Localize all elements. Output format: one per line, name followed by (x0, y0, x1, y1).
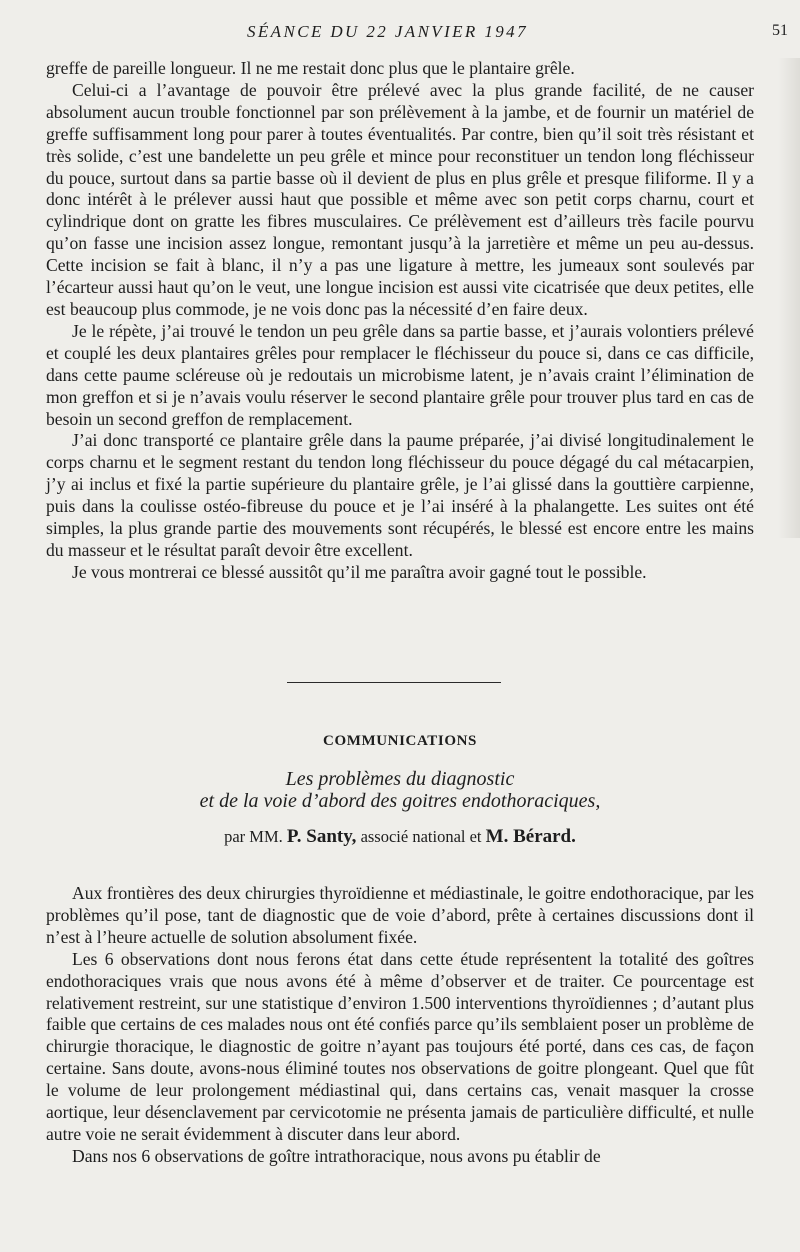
body-paragraph: Je vous montrerai ce blessé aussitôt qu’il me paraîtra avoir gagné tout le possible. (72, 561, 647, 582)
body-paragraph: Aux frontières des deux chirurgies thyroïdienne et médiastinale, le goitre endothoracique, par les problèmes qu’il pose, tant de diagnostic que de voie d’abord, prête à certaines discussions dont il n’est à l’heure actuelle de solution absolument fixée. (46, 883, 754, 947)
byline-prefix: par MM. (224, 827, 283, 846)
page-number: 51 (772, 22, 788, 39)
section-heading: COMMUNICATIONS (323, 733, 477, 749)
body-paragraph: Celui-ci a l’avantage de pouvoir être prélevé avec la plus grande facilité, de ne causer absolument aucun trouble fonctionnel par son prélèvement à la jambe, et de fournir un matériel de greffe suffisamment long pour parer à toutes éventualités. Par contre, bien qu’il soit très résistant et très solide, c’est une bandelette un peu grêle et mince pour reconstituer un tendon long fléchisseur du pouce, surtout dans sa partie basse où il devient de plus en plus grêle et presque filiforme. Il y a donc intérêt à le prélever aussi haut que possible et même avec son petit corps charnu, court et cylindrique dont on gratte les fibres musculaires. Ce prélèvement est d’ailleurs très facile pourvu qu’on fasse une incision assez longue, remontant jusqu’à la jarretière et même un peu au-dessus. Cette incision se fait à blanc, il n’y a pas une ligature à mettre, les jumeaux sont soulevés par l’écarteur aussi haut qu’on le veut, une longue incision est aussi vite cicatrisée que deux petites, elle est beaucoup plus commode, je ne vois donc pas la nécessité d’en faire deux. (46, 79, 754, 319)
body-paragraph: greffe de pareille longueur. Il ne me restait donc plus que le plantaire grêle. (46, 58, 575, 78)
author-name: P. Santy, (286, 826, 357, 847)
article-title-line: et de la voie d’abord des goitres endothoraciques, (199, 790, 601, 812)
article-title (0, 768, 800, 812)
margin-bleed-through (778, 58, 800, 538)
author-role: associé national et (360, 827, 482, 846)
body-paragraph: Je le répète, j’ai trouvé le tendon un peu grêle dans sa partie basse, et j’aurais volontiers prélevé et couplé les deux plantaires grêles pour remplacer le fléchisseur du pouce si, dans ce cas difficile, dans cette paume scléreuse où je redoutais un microbisme latent, je n’avais craint l’élimination de mon greffon et si je n’avais voulu réserver le second plantaire grêle pour trouver plus tard en cas de besoin un second greffon de remplacement. (46, 320, 754, 429)
running-head (0, 22, 800, 46)
body-paragraph: Dans nos 6 observations de goître intrathoracique, nous avons pu établir de (72, 1145, 601, 1166)
author-name: M. Bérard. (485, 826, 576, 847)
running-head-title: SÉANCE DU 22 JANVIER 1947 (247, 22, 528, 41)
body-paragraph: Les 6 observations dont nous ferons état dans cette étude représentent la totalité des goîtres endothoraciques vrais que nous avons été à même d’observer et de traiter. Ce pourcentage est relativement restreint, sur une statistique d’environ 1.500 interventions thyroïdiennes ; d’autant plus faible que certains de ces malades nous ont été confiés parce qu’ils semblaient poser un problème de chirurgie thoracique, le diagnostic de goitre n’ayant pas toujours été porté, dans ces cas, de façon certaine. Sans doute, avons-nous éliminé toutes nos observations de goitre plongeant. Quel que fût le volume de leur prolongement médiastinal qui, dans certains cas, venait masquer la crosse aortique, leur désenclavement par cervicotomie ne présenta jamais de particulière difficulté, et nulle autre voie ne serait évidemment à discuter dans leur abord. (46, 948, 754, 1144)
article-title-line: Les problèmes du diagnostic (285, 768, 515, 790)
article-body (46, 883, 754, 1168)
byline (0, 826, 800, 848)
body-paragraph: J’ai donc transporté ce plantaire grêle dans la paume préparée, j’ai divisé longitudinalement le corps charnu et le segment restant du tendon long fléchisseur du pouce dégagé du cal métacarpien, j’y ai inclus et fixé la partie supérieure du plantaire grêle, je l’ai glissé dans la gouttière carpienne, puis dans la coulisse ostéo-fibreuse du pouce et je l’ai inséré à la phalangette. Les suites ont été simples, la plus grande partie des mouvements sont récupérés, le blessé est encore entre les mains du masseur et le résultat paraît devoir être excellent. (46, 430, 754, 560)
section-divider (287, 682, 501, 683)
previous-article-body (46, 58, 754, 584)
